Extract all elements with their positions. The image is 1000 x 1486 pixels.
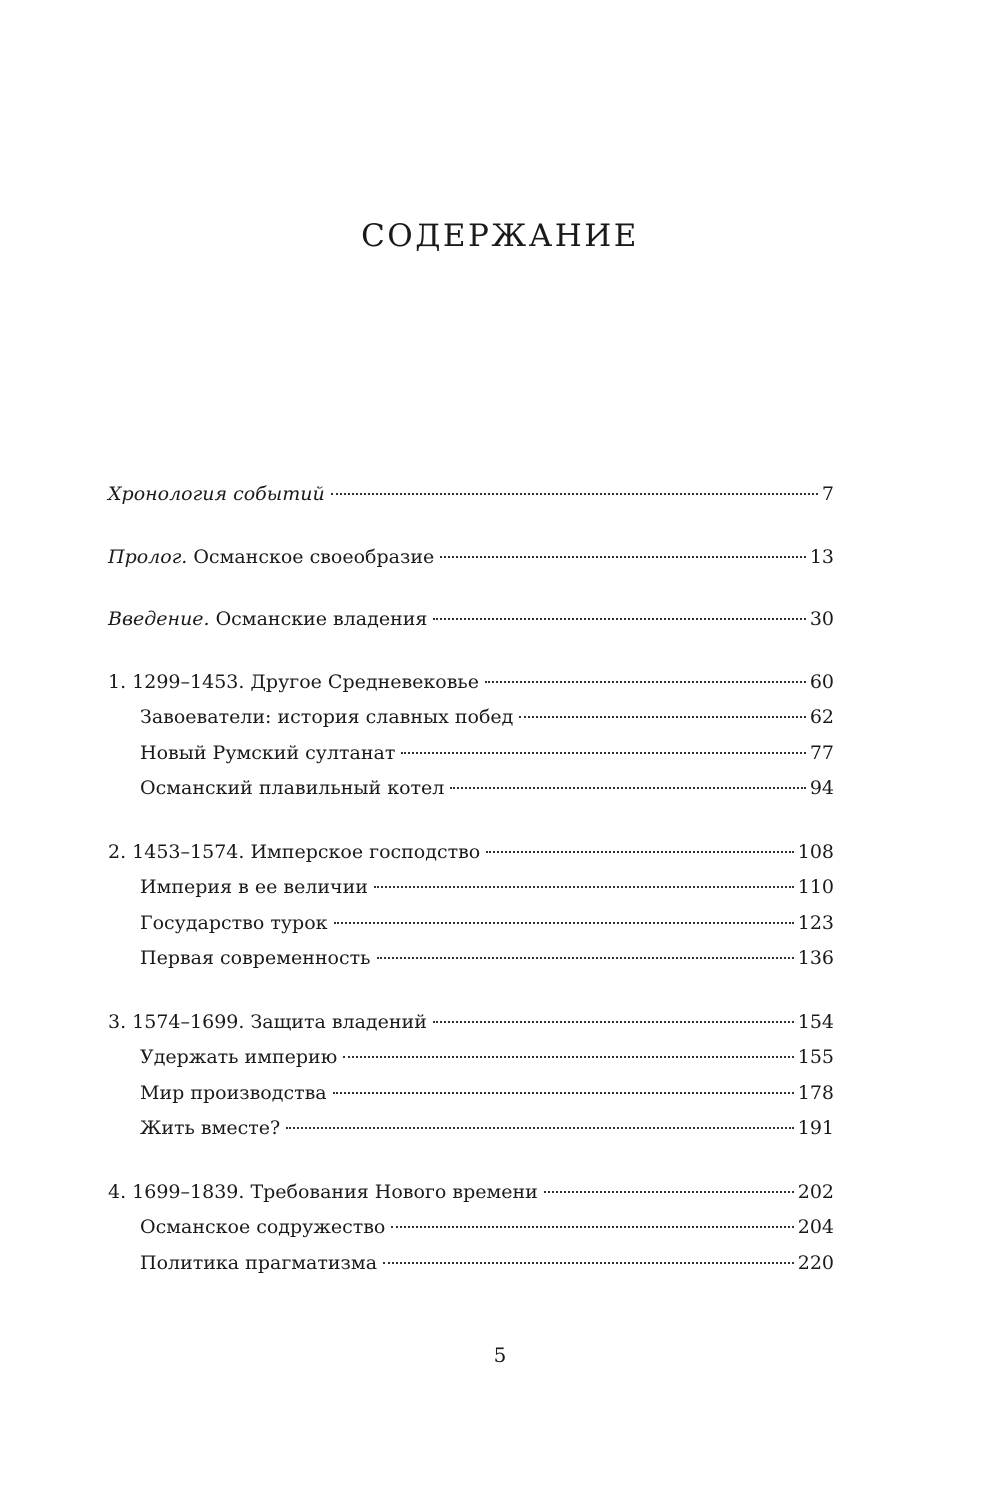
toc-entry-label: Новый Румский султанат: [140, 741, 396, 764]
toc-section[interactable]: [108, 906, 834, 942]
leader-dots: [391, 1226, 793, 1228]
leader-dots: [450, 787, 805, 789]
leader-dots: [485, 681, 806, 683]
toc-page-number: 204: [797, 1216, 834, 1238]
toc-entry-label: Первая современность: [140, 947, 371, 969]
toc-section[interactable]: [108, 700, 834, 736]
toc-entry-label: Османское содружество: [140, 1216, 386, 1238]
toc-page-number: 94: [809, 777, 834, 799]
toc-page-number: 77: [809, 741, 834, 764]
toc-page-number: 13: [809, 545, 834, 568]
toc-entry-prologue[interactable]: [108, 540, 834, 576]
toc-page-number: 108: [797, 840, 834, 863]
toc-chapter-4[interactable]: [108, 1175, 834, 1211]
toc-entry-label: Завоеватели: история славных побед: [140, 706, 514, 728]
toc-chapter-2[interactable]: [108, 835, 834, 871]
toc-entry-label: Мир производства: [140, 1081, 327, 1104]
toc-entry-label: 2. 1453–1574. Имперское господство: [108, 840, 481, 863]
toc-section[interactable]: [108, 1111, 834, 1147]
toc-page-number: 220: [797, 1251, 834, 1274]
toc-entry-label: 3. 1574–1699. Защита владений: [108, 1010, 427, 1033]
toc-chapter-1[interactable]: [108, 665, 834, 701]
toc-section[interactable]: [108, 1246, 834, 1282]
toc-entry-label: Политика прагматизма: [140, 1251, 378, 1274]
leader-dots: [374, 886, 794, 888]
toc-section[interactable]: [108, 1076, 834, 1112]
page-title: СОДЕРЖАНИЕ: [361, 218, 639, 254]
leader-dots: [377, 957, 794, 959]
toc-entry-label: Удержать империю: [140, 1046, 338, 1068]
toc-page-number: 7: [821, 483, 834, 505]
toc-entry-prefix: Хронология событий: [108, 483, 325, 505]
toc-page-number: 60: [809, 670, 834, 693]
toc-entry-label: Империя в ее величии: [140, 876, 368, 898]
toc-page-number: 155: [797, 1046, 834, 1068]
toc-entry-label: Османские владения: [215, 608, 428, 630]
leader-dots: [334, 922, 794, 924]
toc-entry-label: 4. 1699–1839. Требования Нового времени: [108, 1180, 538, 1203]
toc-chapter-3[interactable]: [108, 1005, 834, 1041]
toc-entry-prefix: Введение.: [108, 608, 210, 630]
toc-page-number: 62: [809, 706, 834, 728]
toc-page-number: 136: [797, 947, 834, 969]
leader-dots: [383, 1262, 794, 1264]
leader-dots: [433, 618, 805, 620]
leader-dots: [343, 1056, 793, 1058]
toc-section[interactable]: [108, 870, 834, 906]
table-of-contents: [108, 477, 834, 1281]
toc-page-number: 202: [797, 1180, 834, 1203]
toc-section[interactable]: [108, 1210, 834, 1246]
spacer: [108, 1147, 834, 1175]
leader-dots: [486, 851, 793, 853]
spacer: [108, 575, 834, 602]
toc-entry-introduction[interactable]: [108, 602, 834, 638]
toc-entry-label: Жить вместе?: [140, 1117, 281, 1139]
leader-dots: [333, 1092, 794, 1094]
toc-entry-label: 1. 1299–1453. Другое Средневековье: [108, 670, 480, 693]
toc-section[interactable]: [108, 941, 834, 977]
toc-page-number: 123: [797, 911, 834, 934]
toc-section[interactable]: [108, 771, 834, 807]
spacer: [108, 807, 834, 835]
toc-page-number: 178: [797, 1081, 834, 1104]
leader-dots: [433, 1021, 794, 1023]
toc-section[interactable]: [108, 736, 834, 772]
spacer: [108, 513, 834, 540]
leader-dots: [519, 716, 805, 718]
toc-page-number: 30: [809, 608, 834, 630]
leader-dots: [331, 493, 818, 495]
leader-dots: [440, 556, 806, 558]
leader-dots: [544, 1191, 794, 1193]
page-number-footer: 5: [493, 1343, 507, 1367]
toc-page-number: 154: [797, 1010, 834, 1033]
toc-page-number: 110: [797, 876, 834, 898]
spacer: [108, 638, 834, 665]
leader-dots: [401, 752, 805, 754]
toc-entry-prefix: Пролог.: [108, 545, 188, 568]
toc-page-number: 191: [797, 1117, 834, 1139]
toc-entry-label: Османское своеобразие: [193, 545, 435, 568]
toc-section[interactable]: [108, 1040, 834, 1076]
toc-entry-chronology[interactable]: [108, 477, 834, 513]
toc-entry-label: Государство турок: [140, 911, 328, 934]
spacer: [108, 977, 834, 1005]
leader-dots: [286, 1127, 794, 1129]
toc-entry-label: Османский плавильный котел: [140, 777, 445, 799]
